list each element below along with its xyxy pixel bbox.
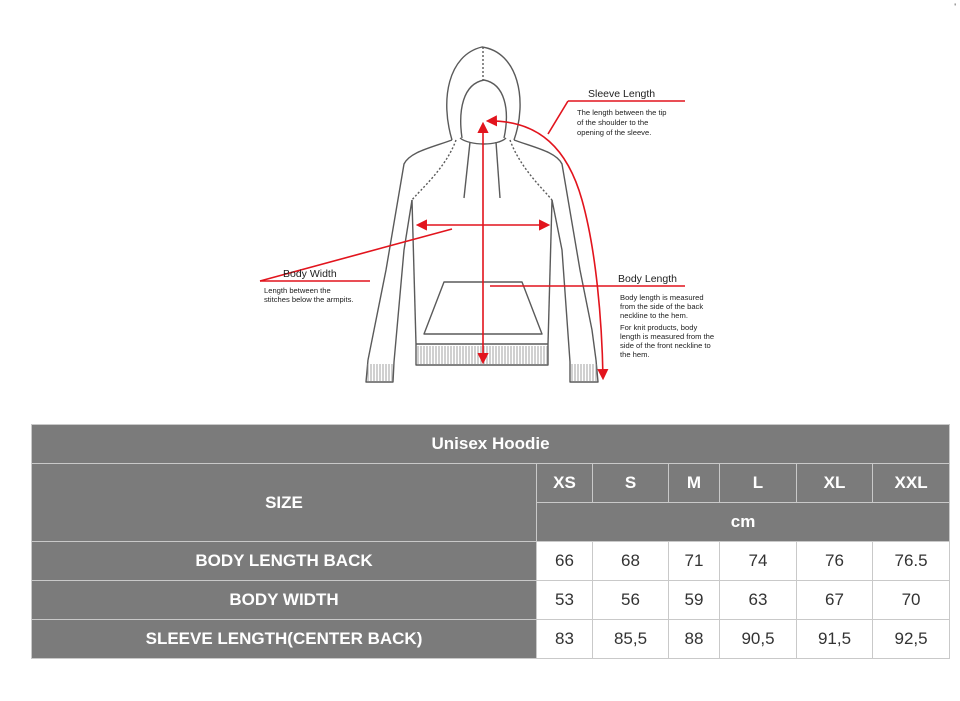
- size-label: SIZE: [32, 464, 537, 542]
- table-cell: 74: [720, 542, 797, 581]
- sleeve-length-arrow: [488, 121, 603, 378]
- sleeve-length-desc-1: The length between the tip: [577, 108, 667, 117]
- table-row: [32, 542, 950, 581]
- table-row: [32, 620, 950, 659]
- body-length-desc-7: the hem.: [620, 350, 650, 359]
- sleeve-length-desc-2: of the shoulder to the: [577, 118, 649, 127]
- body-length-desc-4: For knit products, body: [620, 323, 698, 332]
- table-cell: 63: [720, 581, 797, 620]
- table-cell: 88: [669, 620, 720, 659]
- body-length-desc-5: length is measured from the: [620, 332, 715, 341]
- hoodie-illustration: [366, 47, 598, 382]
- size-header-xs: XS: [537, 464, 593, 503]
- table-cell: 76: [797, 542, 873, 581]
- table-cell: 76.5: [873, 542, 950, 581]
- table-cell: 56: [593, 581, 669, 620]
- table-cell: 71: [669, 542, 720, 581]
- table-cell: 68: [593, 542, 669, 581]
- table-title: Unisex Hoodie: [32, 425, 950, 464]
- table-cell: 91,5: [797, 620, 873, 659]
- table-size-header-row: [32, 464, 950, 503]
- table-title-row: [32, 425, 950, 464]
- size-header-m: M: [669, 464, 720, 503]
- table-cell: 83: [537, 620, 593, 659]
- row-label: SLEEVE LENGTH(CENTER BACK): [32, 620, 537, 659]
- body-width-annotation: [264, 268, 353, 304]
- table-cell: 90,5: [720, 620, 797, 659]
- rib-hatching: [368, 346, 596, 381]
- table-cell: 92,5: [873, 620, 950, 659]
- body-length-title: Body Length: [618, 273, 677, 285]
- size-header-xl: XL: [797, 464, 873, 503]
- body-width-title: Body Width: [283, 268, 337, 280]
- body-length-desc-2: from the side of the back: [620, 302, 704, 311]
- table-row: [32, 581, 950, 620]
- body-length-desc-6: side of the front neckline to: [620, 341, 711, 350]
- body-length-desc-3: neckline to the hem.: [620, 311, 688, 320]
- table-cell: 85,5: [593, 620, 669, 659]
- table-cell: 70: [873, 581, 950, 620]
- unit-label: cm: [537, 503, 950, 542]
- corner-mark: ': [954, 2, 956, 12]
- size-header-l: L: [720, 464, 797, 503]
- body-length-desc-1: Body length is measured: [620, 293, 704, 302]
- table-cell: 67: [797, 581, 873, 620]
- sleeve-length-desc-3: opening of the sleeve.: [577, 128, 652, 137]
- table-cell: 66: [537, 542, 593, 581]
- table-cell: 59: [669, 581, 720, 620]
- size-header-xxl: XXL: [873, 464, 950, 503]
- row-label: BODY LENGTH BACK: [32, 542, 537, 581]
- size-chart-table: [31, 424, 950, 659]
- sleeve-length-title: Sleeve Length: [588, 88, 656, 100]
- body-width-desc-2: stitches below the armpits.: [264, 295, 354, 304]
- sleeve-length-annotation: [577, 88, 667, 137]
- row-label: BODY WIDTH: [32, 581, 537, 620]
- table-cell: 53: [537, 581, 593, 620]
- body-width-desc-1: Length between the: [264, 286, 331, 295]
- size-header-s: S: [593, 464, 669, 503]
